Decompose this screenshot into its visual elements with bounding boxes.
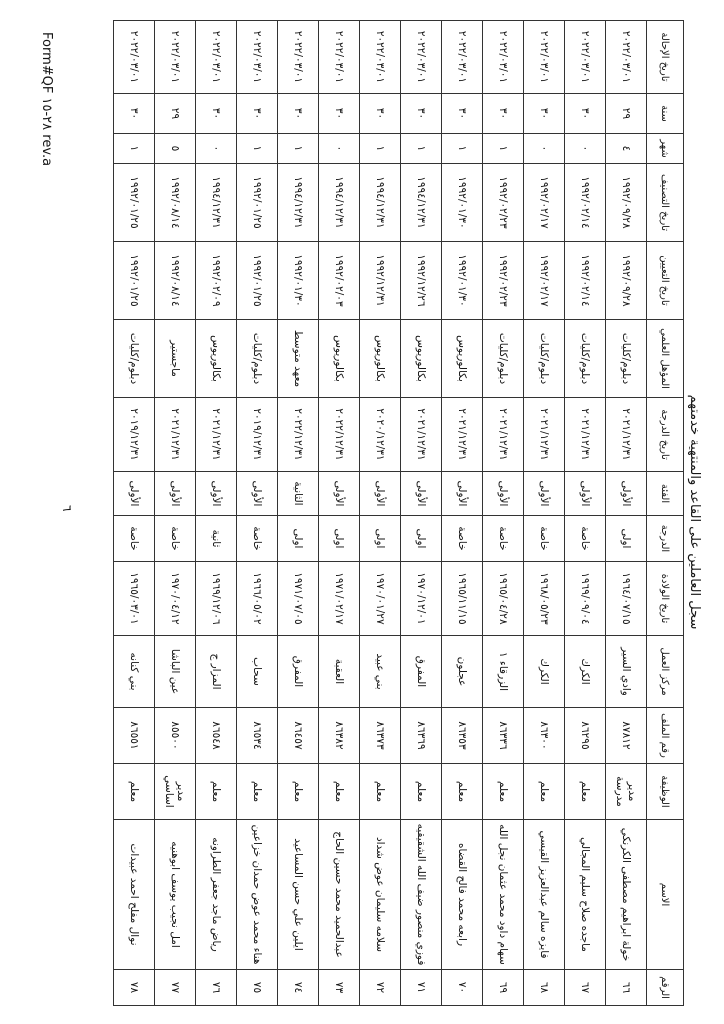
cell-month: ١ (401, 134, 442, 164)
cell-job-title: مدير اساسي (155, 764, 196, 820)
cell-appointment-date: ١٩٩٢/٠١/٢٥ (237, 242, 278, 320)
cell-work-center: الكرك (524, 636, 565, 708)
cell-qualification: بكالوريوس (196, 320, 237, 398)
column-header-job-title: الوظيفة (647, 764, 684, 820)
cell-name: خولة ابراهيم مصطفى الكرنكي (606, 820, 647, 970)
table-row (114, 21, 155, 1006)
cell-file-number: ٨٦٥٣٤ (237, 708, 278, 764)
cell-grade-date: ٢٠٢١/١٢/٣١ (155, 398, 196, 472)
cell-classification-date: ١٩٩٤/١٢/٣١ (360, 164, 401, 242)
cell-retirement-date: ٢٠٢٢/٠٣/٠١ (606, 21, 647, 94)
table-row (442, 21, 483, 1006)
cell-appointment-date: ١٩٩٢/٠٢/٢٣ (483, 242, 524, 320)
cell-year: ٣٠ (483, 94, 524, 134)
cell-retirement-date: ٢٠٢٢/٠٣/٠١ (565, 21, 606, 94)
cell-qualification: بكالوريوس (360, 320, 401, 398)
cell-classification-date: ١٩٩٢/٠١/٢٥ (237, 164, 278, 242)
cell-name: سلامه سليمان عوض شداد (360, 820, 401, 970)
cell-retirement-date: ٢٠٢٢/٠٣/٠١ (483, 21, 524, 94)
cell-category: الأولى (483, 472, 524, 516)
cell-qualification: بكالوريوس (319, 320, 360, 398)
cell-row-number: ٧٨ (114, 970, 155, 1006)
cell-retirement-date: ٢٠٢٢/٠٣/٠١ (237, 21, 278, 94)
cell-retirement-date: ٢٠٢٢/٠٣/٠١ (114, 21, 155, 94)
cell-row-number: ٧١ (401, 970, 442, 1006)
cell-grade-date: ٢٠١٩/١٢/٣١ (237, 398, 278, 472)
cell-qualification: ماجستير (155, 320, 196, 398)
cell-qualification: معهد متوسط (278, 320, 319, 398)
cell-name: عبدالحميد محمد حسين الحاج (319, 820, 360, 970)
cell-classification-date: ١٩٩٤/١٢/٣١ (278, 164, 319, 242)
cell-year: ٣٠ (565, 94, 606, 134)
cell-qualification: دبلوم/كليات (565, 320, 606, 398)
cell-file-number: ٨٦٣٦٩ (401, 708, 442, 764)
cell-file-number: ٨٦٣٧٣ (360, 708, 401, 764)
cell-retirement-date: ٢٠٢٢/٠٣/٠١ (524, 21, 565, 94)
cell-year: ٣٠ (360, 94, 401, 134)
cell-row-number: ٧٧ (155, 970, 196, 1006)
cell-birth-date: ١٩٦٩/١٢/٠٦ (196, 562, 237, 636)
table-row (401, 21, 442, 1006)
cell-job-title: معلم (442, 764, 483, 820)
table-row (606, 21, 647, 1006)
cell-birth-date: ١٩٦٤/٠٧/١٥ (606, 562, 647, 636)
cell-grade: خاصة (483, 516, 524, 562)
cell-category: الأولى (319, 472, 360, 516)
cell-month: ٥ (155, 134, 196, 164)
cell-grade: خاصة (155, 516, 196, 562)
column-header-birth-date: تاريخ الولادة (647, 562, 684, 636)
cell-retirement-date: ٢٠٢٢/٠٣/٠١ (360, 21, 401, 94)
cell-month: ٠ (319, 134, 360, 164)
column-header-name: الاسم (647, 820, 684, 970)
cell-job-title: معلم (237, 764, 278, 820)
cell-work-center: عين الباشا (155, 636, 196, 708)
cell-grade: اولى (360, 516, 401, 562)
cell-job-title: معلم (565, 764, 606, 820)
column-header-file-number: رقم الملف (647, 708, 684, 764)
column-header-grade-date: تاريخ الدرجة (647, 398, 684, 472)
cell-appointment-date: ١٩٩٢/٠١/٢٥ (114, 242, 155, 320)
cell-row-number: ٦٨ (524, 970, 565, 1006)
cell-file-number: ٨٦٣٨٢ (319, 708, 360, 764)
cell-qualification: دبلوم/كليات (524, 320, 565, 398)
cell-year: ٣٠ (524, 94, 565, 134)
cell-birth-date: ١٩٧٠/٠١/٢٧ (360, 562, 401, 636)
cell-classification-date: ١٩٩٤/١٢/٣١ (319, 164, 360, 242)
cell-grade: اولى (278, 516, 319, 562)
cell-file-number: ٨٥٥٠٠ (155, 708, 196, 764)
cell-qualification: دبلوم/كليات (237, 320, 278, 398)
cell-appointment-date: ١٩٩٢/٠٩/٢٨ (606, 242, 647, 320)
table-row (155, 21, 196, 1006)
cell-name: هناء محمد عوض حمدان خزاعين (237, 820, 278, 970)
cell-classification-date: ١٩٩٢/٠٩/٢٨ (606, 164, 647, 242)
cell-month: ١ (360, 134, 401, 164)
cell-grade: خاصة (524, 516, 565, 562)
cell-year: ٢٩ (606, 94, 647, 134)
cell-birth-date: ١٩٧١/٠٧/٠٥ (278, 562, 319, 636)
cell-retirement-date: ٢٠٢٢/٠٣/٠١ (319, 21, 360, 94)
cell-year: ٣٠ (401, 94, 442, 134)
table-row (196, 21, 237, 1006)
cell-qualification: بكالوريوس (401, 320, 442, 398)
cell-birth-date: ١٩٦٨/٠٥/٢٣ (524, 562, 565, 636)
cell-appointment-date: ١٩٩٢/٠٢/٠٣ (319, 242, 360, 320)
cell-appointment-date: ١٩٩٢/٠٢/١٤ (565, 242, 606, 320)
cell-category: الأولى (524, 472, 565, 516)
cell-category: الأولى (196, 472, 237, 516)
cell-grade-date: ٢٠٢١/١٢/٣١ (442, 398, 483, 472)
cell-grade-date: ٢٠٢١/١٢/٣١ (401, 398, 442, 472)
column-header-month: شهر (647, 134, 684, 164)
cell-birth-date: ١٩٧١/٠٢/١٧ (319, 562, 360, 636)
cell-job-title: معلم (524, 764, 565, 820)
cell-birth-date: ١٩٦٥/١١/١٥ (442, 562, 483, 636)
cell-category: الأولى (114, 472, 155, 516)
cell-work-center: الكرك (565, 636, 606, 708)
cell-grade: اولى (606, 516, 647, 562)
cell-job-title: معلم (278, 764, 319, 820)
cell-year: ٣٠ (319, 94, 360, 134)
cell-classification-date: ١٩٩٢/٠١/٢٥ (114, 164, 155, 242)
cell-category: الأولى (401, 472, 442, 516)
cell-month: ٠ (196, 134, 237, 164)
table-row (360, 21, 401, 1006)
cell-grade-date: ٢٠٢١/١٢/٣١ (524, 398, 565, 472)
cell-file-number: ٨٦٥٤٨ (196, 708, 237, 764)
cell-work-center: وادي السير (606, 636, 647, 708)
cell-job-title: معلم (401, 764, 442, 820)
cell-grade: خاصة (114, 516, 155, 562)
cell-work-center: العقبة (319, 636, 360, 708)
cell-appointment-date: ١٩٩٢/٠٨/١٤ (155, 242, 196, 320)
cell-name: امل نجيب يوسف ابوهنيه (155, 820, 196, 970)
cell-classification-date: ١٩٩٢/٠٢/٢٣ (483, 164, 524, 242)
cell-grade: خاصة (237, 516, 278, 562)
cell-qualification: دبلوم/كليات (483, 320, 524, 398)
column-header-category: الفئة (647, 472, 684, 516)
table-row (524, 21, 565, 1006)
form-code: Form#QF ٢٨-١٥ rev.a (39, 32, 54, 167)
cell-classification-date: ١٩٩٢/٠١/٣٠ (442, 164, 483, 242)
cell-work-center: بني كنانه (114, 636, 155, 708)
cell-year: ٣٠ (442, 94, 483, 134)
cell-job-title: معلم (196, 764, 237, 820)
cell-work-center: المفرق (401, 636, 442, 708)
cell-appointment-date: ١٩٩٢/٠١/٣٠ (278, 242, 319, 320)
cell-grade-date: ٢٠٢١/١٢/٣١ (606, 398, 647, 472)
cell-appointment-date: ١٩٩٢/١٢/٣١ (360, 242, 401, 320)
cell-row-number: ٧٥ (237, 970, 278, 1006)
cell-category: الأولى (237, 472, 278, 516)
cell-job-title: مدير مدرسة (606, 764, 647, 820)
column-header-classification-date: تاريخ التصنيف (647, 164, 684, 242)
cell-grade: اولى (319, 516, 360, 562)
cell-row-number: ٧٣ (319, 970, 360, 1006)
cell-month: ١ (237, 134, 278, 164)
table-row (319, 21, 360, 1006)
column-header-retirement-date: تاريخ الإحالة (647, 21, 684, 94)
cell-qualification: دبلوم/كليات (606, 320, 647, 398)
cell-row-number: ٦٧ (565, 970, 606, 1006)
column-header-appointment-date: تاريخ التعيين (647, 242, 684, 320)
cell-work-center: المزار ج (196, 636, 237, 708)
column-header-grade: الدرجة (647, 516, 684, 562)
cell-appointment-date: ١٩٩٢/٠١/٣٠ (442, 242, 483, 320)
cell-classification-date: ١٩٩٤/١٢/٣١ (401, 164, 442, 242)
cell-birth-date: ١٩٧٠/٠٤/١٢ (155, 562, 196, 636)
cell-name: رياض ماجد جعفر الطراونه (196, 820, 237, 970)
cell-appointment-date: ١٩٩٢/١٢/٢٦ (401, 242, 442, 320)
cell-appointment-date: ١٩٩٢/٠٢/٠٩ (196, 242, 237, 320)
cell-category: الأولى (155, 472, 196, 516)
cell-grade-date: ٢٠٢٠/١٢/٣١ (360, 398, 401, 472)
cell-year: ٣٠ (114, 94, 155, 134)
cell-month: ٠ (524, 134, 565, 164)
cell-qualification: بكالوريوس (442, 320, 483, 398)
cell-grade-date: ٢٠١٩/١٢/٣١ (114, 398, 155, 472)
cell-qualification: دبلوم/كليات (114, 320, 155, 398)
cell-grade-date: ٢٠٢١/١٢/٣١ (483, 398, 524, 472)
cell-row-number: ٧٠ (442, 970, 483, 1006)
cell-grade-date: ٢٠٢١/١٢/٣١ (196, 398, 237, 472)
cell-grade: ثانية (196, 516, 237, 562)
cell-file-number: ٨٦٤٥٧ (278, 708, 319, 764)
cell-file-number: ٨٦٣٣٦ (483, 708, 524, 764)
page-number: ٦ (60, 505, 74, 512)
column-header-qualification: المؤهل العلمي (647, 320, 684, 398)
cell-work-center: سحاب (237, 636, 278, 708)
cell-classification-date: ١٩٩٤/١٢/٣١ (196, 164, 237, 242)
cell-classification-date: ١٩٩٢/٠٢/١٧ (524, 164, 565, 242)
cell-birth-date: ١٩٦٦/٠٥/٠٢ (237, 562, 278, 636)
cell-grade: خاصة (565, 516, 606, 562)
column-header-year: سنة (647, 94, 684, 134)
cell-name: رابعه محمد فالح القضاه (442, 820, 483, 970)
cell-birth-date: ١٩٧٠/١٢/٠١ (401, 562, 442, 636)
cell-grade-date: ٢٠٢٢/١٢/٣١ (278, 398, 319, 472)
cell-year: ٣٠ (278, 94, 319, 134)
cell-name: ايلين علي حسن المساعيد (278, 820, 319, 970)
cell-retirement-date: ٢٠٢٢/٠٣/٠١ (442, 21, 483, 94)
cell-birth-date: ١٩٦٥/٠٣/٠١ (114, 562, 155, 636)
employee-register-table (113, 20, 684, 1006)
cell-work-center: عجلون (442, 636, 483, 708)
cell-job-title: معلم (483, 764, 524, 820)
cell-appointment-date: ١٩٩٢/٠٢/١٧ (524, 242, 565, 320)
cell-name: ماجده صلاح سليم المجالي (565, 820, 606, 970)
cell-year: ٣٠ (196, 94, 237, 134)
cell-work-center: المفرق (278, 636, 319, 708)
cell-category: الثانية (278, 472, 319, 516)
cell-grade: خاصة (442, 516, 483, 562)
cell-month: ٠ (565, 134, 606, 164)
cell-row-number: ٧٢ (360, 970, 401, 1006)
table-row (483, 21, 524, 1006)
cell-category: الأولى (360, 472, 401, 516)
cell-month: ١ (483, 134, 524, 164)
cell-row-number: ٧٤ (278, 970, 319, 1006)
cell-retirement-date: ٢٠٢٢/٠٣/٠١ (401, 21, 442, 94)
cell-month: ٤ (606, 134, 647, 164)
table-row (237, 21, 278, 1006)
cell-file-number: ٨٦٣٥٣ (442, 708, 483, 764)
cell-name: نوال مفلح احمد عبيدات (114, 820, 155, 970)
cell-file-number: ٨٧٨١٢ (606, 708, 647, 764)
table-header-row (647, 21, 684, 1006)
document-title: سجل العاملين على القاعد والمنتهية خدمتهم (687, 394, 702, 630)
cell-classification-date: ١٩٩٢/٠٢/١٤ (565, 164, 606, 242)
cell-job-title: معلم (114, 764, 155, 820)
cell-grade-date: ٢٠٢٢/١٢/٣١ (319, 398, 360, 472)
cell-file-number: ٨٦٣٠٠ (524, 708, 565, 764)
cell-file-number: ٨٦٥٥١ (114, 708, 155, 764)
cell-retirement-date: ٢٠٢٢/٠٣/٠١ (155, 21, 196, 94)
cell-job-title: معلم (319, 764, 360, 820)
cell-row-number: ٧٦ (196, 970, 237, 1006)
cell-month: ١ (442, 134, 483, 164)
cell-name: فايزه سالم عبدالعزيز القيسي (524, 820, 565, 970)
cell-row-number: ٦٩ (483, 970, 524, 1006)
cell-category: الأولى (606, 472, 647, 516)
cell-month: ١ (114, 134, 155, 164)
cell-year: ٣٠ (237, 94, 278, 134)
cell-category: الأولى (442, 472, 483, 516)
cell-grade: اولى (401, 516, 442, 562)
cell-retirement-date: ٢٠٢٢/٠٣/٠١ (196, 21, 237, 94)
cell-work-center: بني عبيد (360, 636, 401, 708)
table-row (565, 21, 606, 1006)
cell-name: فوزي منصور ضيف الله الشقيقيه (401, 820, 442, 970)
cell-year: ٢٩ (155, 94, 196, 134)
cell-month: ١ (278, 134, 319, 164)
cell-work-center: الزرقاء ١ (483, 636, 524, 708)
cell-classification-date: ١٩٩٢/٠٨/١٤ (155, 164, 196, 242)
cell-birth-date: ١٩٦٥/٠٤/٢٨ (483, 562, 524, 636)
table-row (278, 21, 319, 1006)
cell-retirement-date: ٢٠٢٢/٠٣/٠١ (278, 21, 319, 94)
cell-row-number: ٦٦ (606, 970, 647, 1006)
cell-grade-date: ٢٠٢١/١٢/٣١ (565, 398, 606, 472)
cell-file-number: ٨٦٢٩٥ (565, 708, 606, 764)
cell-category: الأولى (565, 472, 606, 516)
cell-birth-date: ١٩٦٩/٠٩/٠٤ (565, 562, 606, 636)
cell-name: سهام داود محمد عثمان نجل الله (483, 820, 524, 970)
column-header-work-center: مركز العمل (647, 636, 684, 708)
column-header-row-number: الرقم (647, 970, 684, 1006)
cell-job-title: معلم (360, 764, 401, 820)
